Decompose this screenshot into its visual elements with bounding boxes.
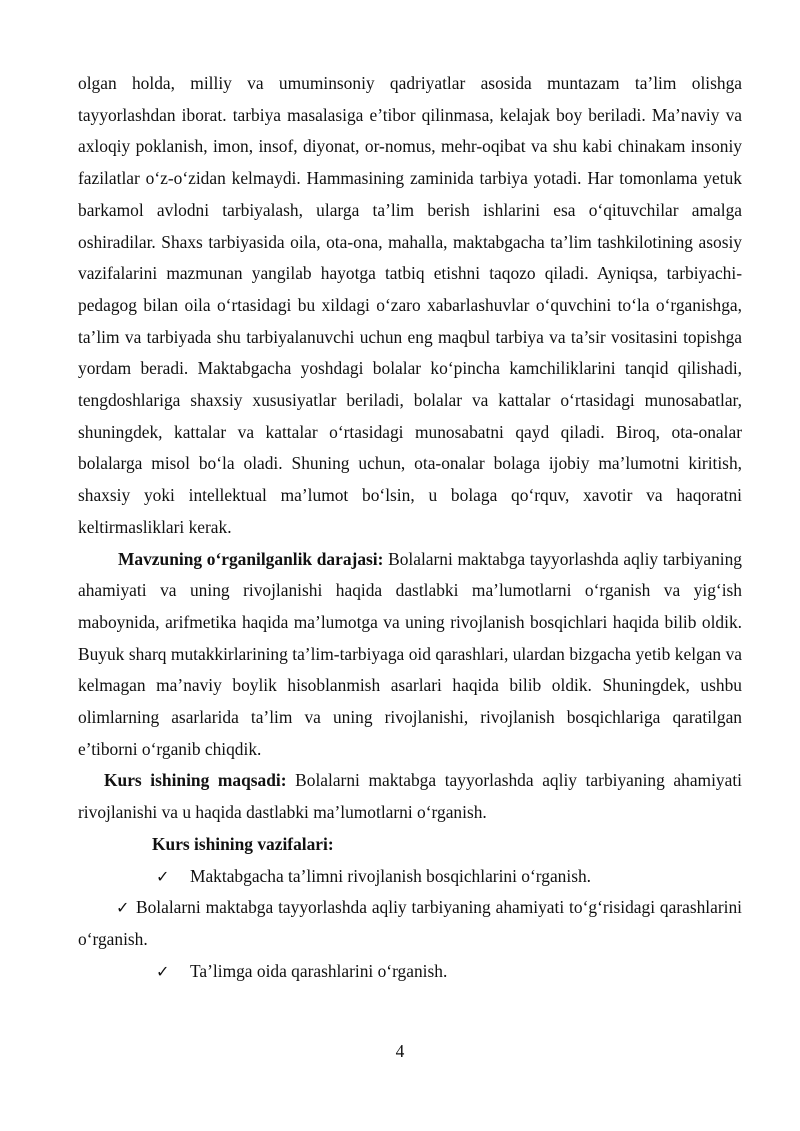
task-item-1 bbox=[156, 861, 742, 893]
goal-label: Kurs ishining maqsadi: bbox=[104, 770, 287, 791]
task-item-1-text: Maktabgacha ta’limni rivojlanish bosqichlarini o‘rganish. bbox=[190, 865, 592, 886]
goal-text: Bolalarni maktabga tayyorlashda aqliy tarbiyaning ahamiyati rivojlanishi va u haqida dastlabki ma’lumotlarni o‘rganish. bbox=[78, 770, 742, 823]
task-item-2 bbox=[78, 892, 742, 955]
page-number: 4 bbox=[395, 1041, 405, 1061]
tasks-heading: Kurs ishining vazifalari: bbox=[152, 833, 334, 854]
study-level-paragraph bbox=[78, 544, 742, 766]
goal-paragraph bbox=[78, 765, 742, 828]
task-item-3 bbox=[156, 956, 742, 988]
checkmark-icon: ✓ bbox=[156, 961, 170, 981]
checkmark-icon: ✓ bbox=[116, 898, 130, 918]
intro-paragraph: olgan holda, milliy va umuminsoniy qadriyatlar asosida muntazam ta’lim olishga tayyorlashdan iborat. tarbiya masalasiga e’tibor qilinmasa, kelajak boy beriladi. Ma’naviy va axloqiy poklanish, imon, insof, diyonat, or-nomus, mehr-oqibat va shu kabi chinakam insoniy fazilatlar o‘z-o‘zidan kelmaydi. Hammasining zaminida tarbiya yotadi. Har tomonlama yetuk barkamol avlodni tarbiyalash, ularga ta’lim berish ishlarini esa o‘qituvchilar amalga oshiradilar. Shaxs tarbiyasida oila, ota-ona, mahalla, maktabgacha ta’lim tashkilotining asosiy vazifalarini mazmunan yangilab hayotga tatbiq etishni taqozo qiladi. Ayniqsa, tarbiyachi-pedagog bilan oila o‘rtasidagi bu xildagi o‘zaro xabarlashuvlar o‘quvchini to‘la o‘rganishga, ta’lim va tarbiyada shu tarbiyalanuvchi uchun eng maqbul tarbiya va ta’sir vositasini topishga yordam beradi. Maktabgacha yoshdagi bolalar ko‘pincha kamchiliklarini tanqid qilishadi, tengdoshlariga shaxsiy xususiyatlar beriladi, bolalar va kattalar o‘rtasidagi munosabatlar, shuningdek, kattalar va kattalar o‘rtasidagi munosabatni qayd qiladi. Biroq, ota-onalar bolalarga misol bo‘la oladi. Shuning uchun, ota-onalar bolaga ijobiy ma’lumotni kiritish, shaxsiy yoki intellektual ma’lumot bo‘lsin, u bolaga qo‘rquv, xavotir va haqoratni keltirmasliklari kerak. bbox=[78, 73, 742, 537]
task-item-3-text: Ta’limga oida qarashlarini o‘rganish. bbox=[190, 960, 448, 981]
task-item-2-text: Bolalarni maktabga tayyorlashda aqliy tarbiyaning ahamiyati to‘g‘risidagi qarashlarini o‘rganish. bbox=[78, 897, 743, 949]
study-level-text: Bolalarni maktabga tayyorlashda aqliy tarbiyaning ahamiyati va uning rivojlanishi haqida dastlabki ma’lumotlarni o‘rganish va yig‘ish maboynida, arifmetika haqida ma’lumotga va uning rivojlanish bosqichlari haqida bilib oldik. Buyuk sharq mutakkirlarining ta’lim-tarbiyaga oid qarashlari, ulardan bizgacha yetib kelgan va kelmagan ma’naviy boylik hisoblanmish asarlari haqida bilib oldik. Shuningdek, ushbu olimlarning asarlarida ta’lim va uning rivojlanishi, rivojlanish bosqichlariga qaratilgan e’tiborni o‘rganib chiqdik. bbox=[78, 548, 743, 759]
page-body bbox=[78, 68, 742, 987]
study-level-label: Mavzuning o‘rganilganlik darajasi: bbox=[118, 548, 384, 569]
checkmark-icon: ✓ bbox=[156, 866, 170, 886]
